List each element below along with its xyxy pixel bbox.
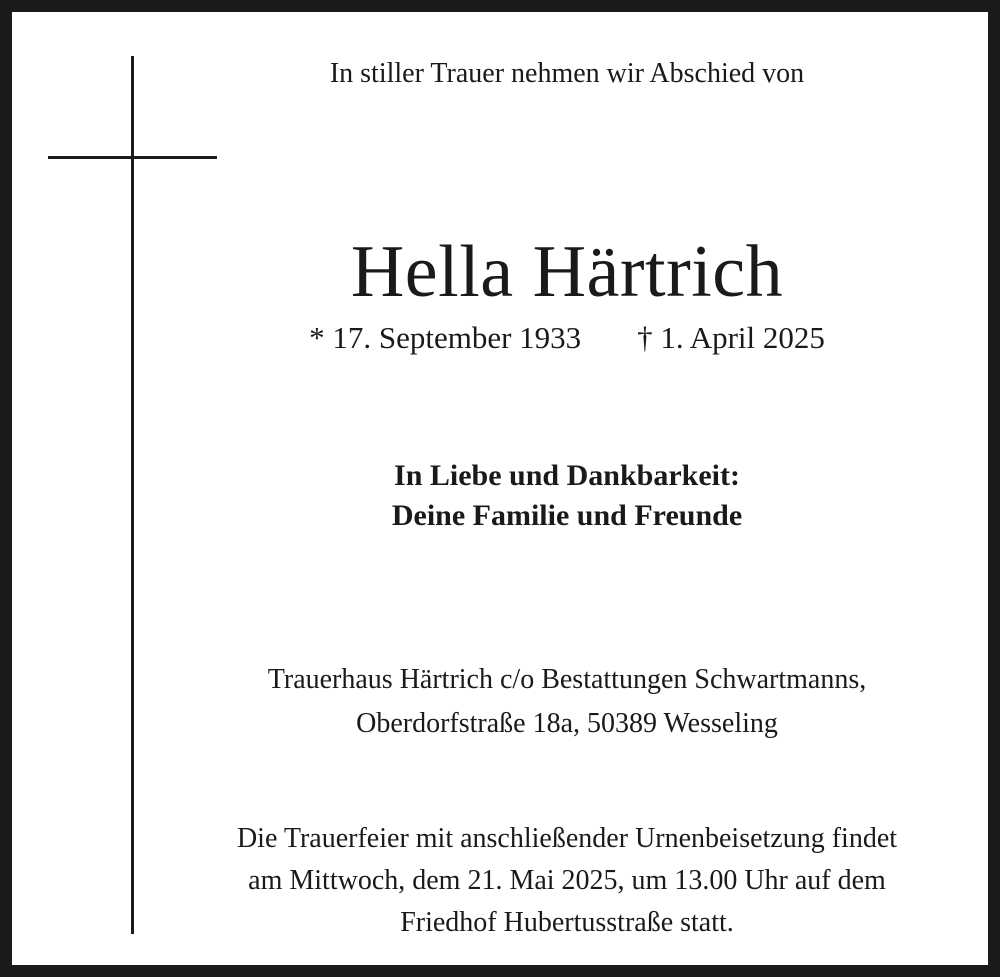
birth-date: * 17. September 1933 — [309, 320, 582, 355]
funeral-service-info — [172, 818, 962, 944]
mourning-address — [172, 658, 962, 746]
closing-text — [172, 456, 962, 536]
service-line: am Mittwoch, dem 21. Mai 2025, um 13.00 Uhr auf dem — [248, 865, 886, 896]
closing-line: Deine Familie und Freunde — [391, 499, 743, 532]
intro-text: In stiller Trauer nehmen wir Abschied von — [329, 58, 805, 89]
cross-vertical-bar — [131, 56, 134, 934]
address-line: Oberdorfstraße 18a, 50389 Wesseling — [356, 708, 778, 739]
cross-horizontal-bar — [48, 156, 217, 159]
death-date: † 1. April 2025 — [637, 320, 825, 355]
closing-line: In Liebe und Dankbarkeit: — [394, 459, 740, 492]
service-line: Friedhof Hubertusstraße statt. — [400, 907, 734, 938]
deceased-name: Hella Härtrich — [350, 231, 784, 313]
life-dates — [172, 316, 962, 360]
address-line: Trauerhaus Härtrich c/o Bestattungen Schwartmanns, — [267, 664, 867, 695]
service-line: Die Trauerfeier mit anschließender Urnenbeisetzung findet — [236, 823, 898, 854]
